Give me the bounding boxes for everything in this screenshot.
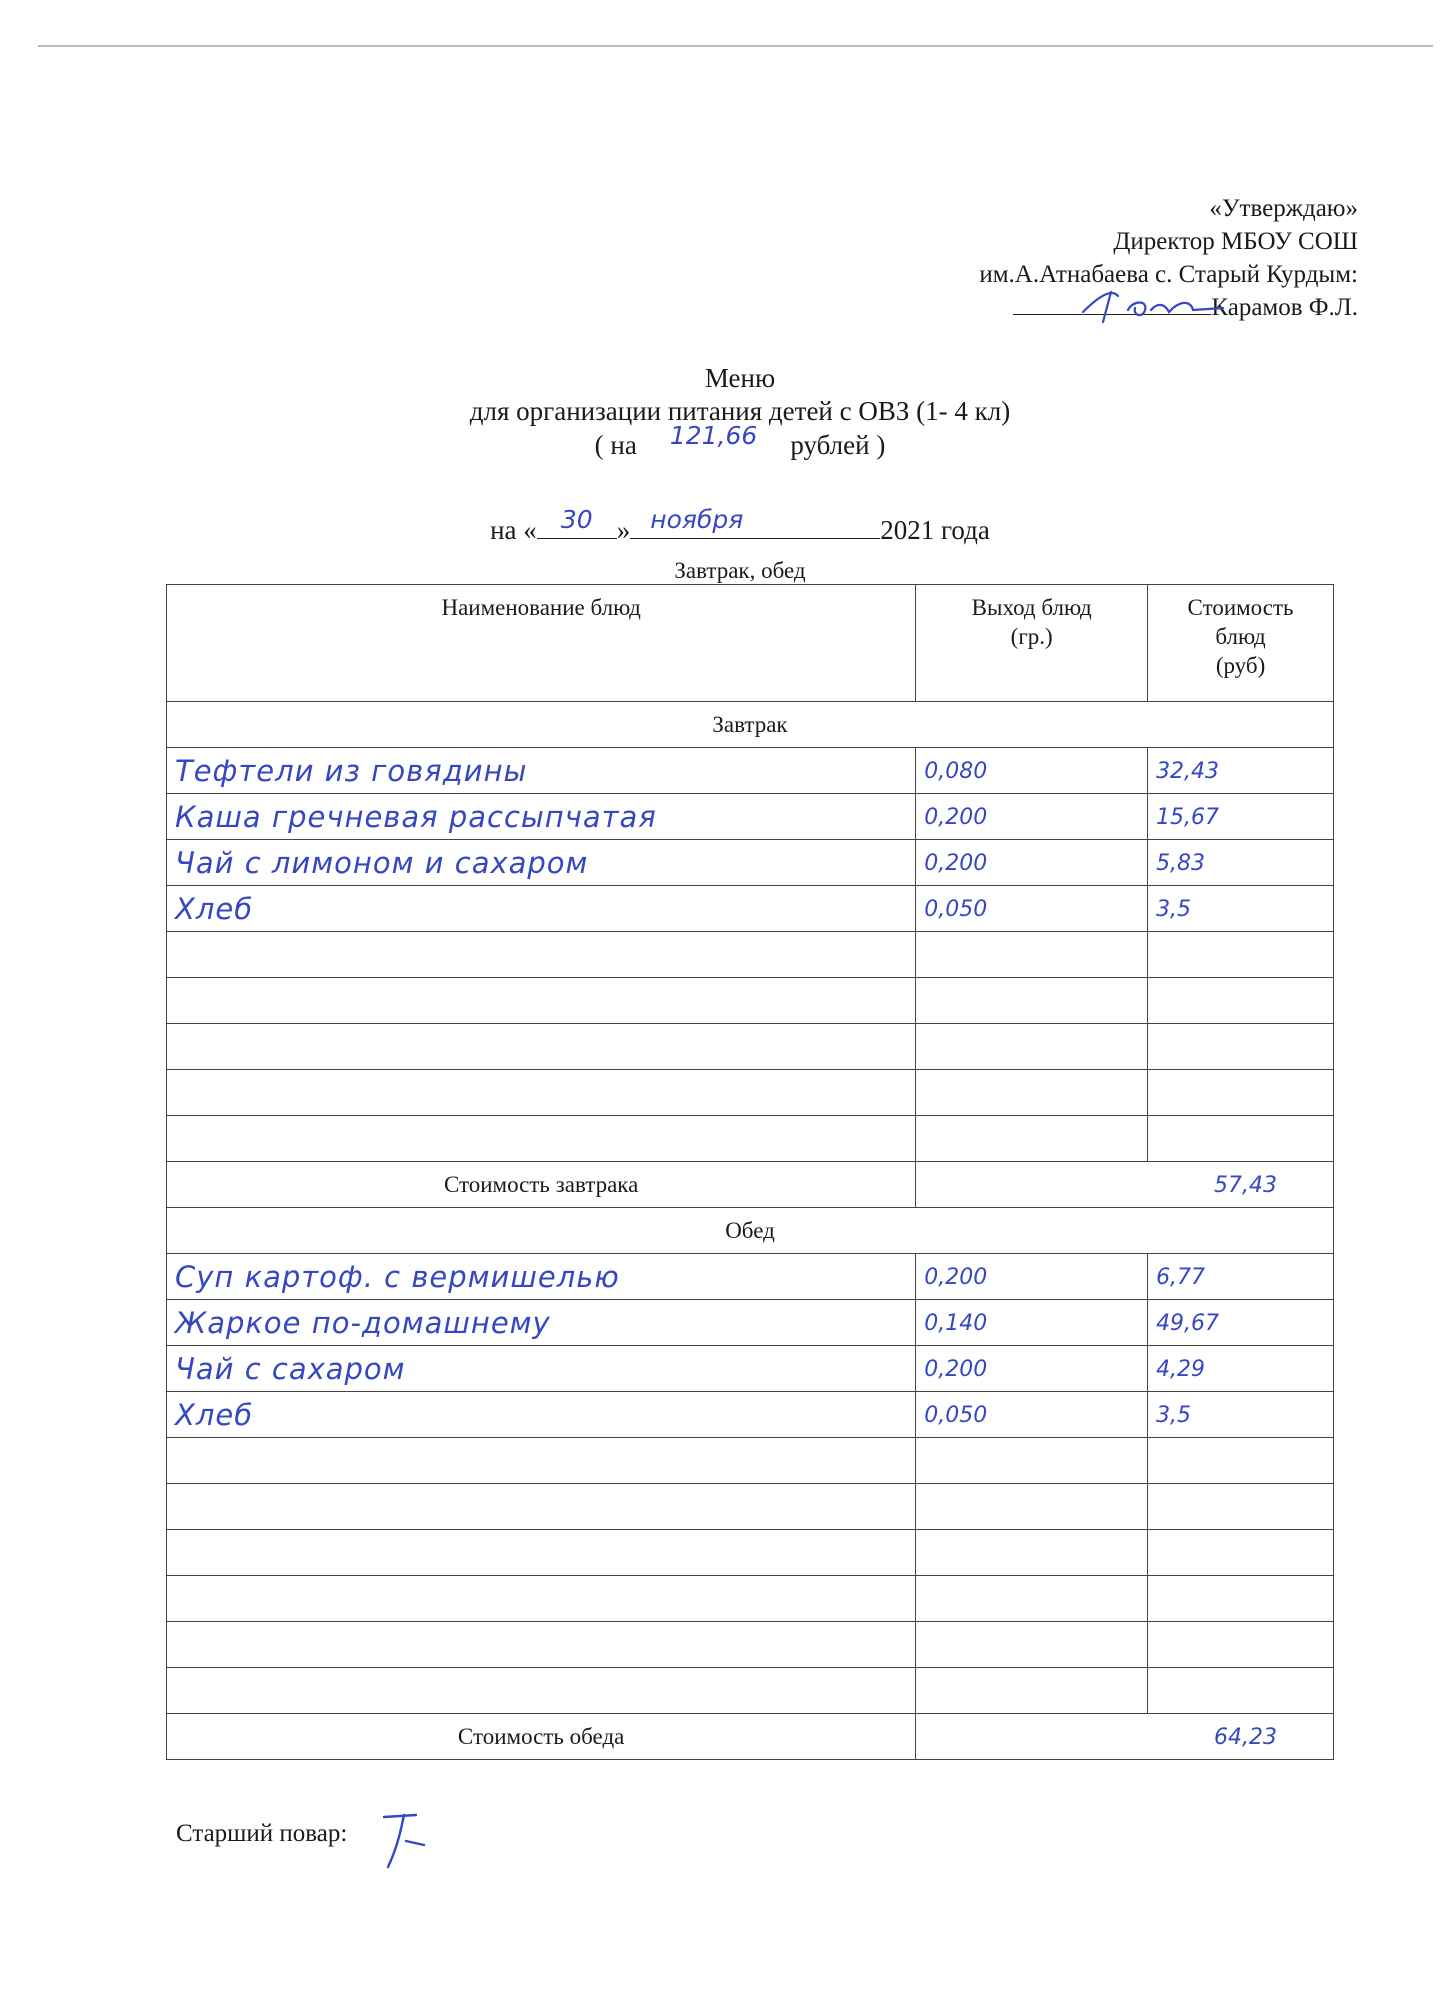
empty-row	[167, 1668, 1334, 1714]
month-field	[630, 505, 880, 539]
empty-row	[167, 1530, 1334, 1576]
meals-caption: Завтрак, обед	[674, 558, 806, 583]
dish-yield: 0,050	[924, 896, 988, 922]
empty-row	[167, 1070, 1334, 1116]
dish-cost: 49,67	[1156, 1310, 1220, 1336]
title-menu: Меню	[704, 363, 776, 393]
dish-yield: 0,200	[924, 1264, 988, 1290]
amount-prefix: ( на	[594, 430, 637, 460]
approval-heading: «Утверждаю»	[1209, 195, 1358, 222]
empty-row	[167, 1576, 1334, 1622]
breakfast-section-row	[167, 702, 1334, 748]
dish-yield: 0,200	[924, 804, 988, 830]
breakfast-total-row	[167, 1162, 1334, 1208]
table-header-row	[167, 585, 1334, 702]
empty-row	[167, 1622, 1334, 1668]
title-amount-row	[0, 421, 1454, 462]
header-cost: Стоимость блюд (руб)	[1148, 585, 1334, 702]
dish-cost: 3,5	[1156, 896, 1192, 922]
table-row	[167, 1300, 1334, 1346]
empty-row	[167, 1116, 1334, 1162]
breakfast-total-label: Стоимость завтрака	[167, 1162, 916, 1208]
lunch-section-label: Обед	[167, 1208, 1334, 1254]
title-purpose: для организации питания детей с ОВЗ (1- 4 кл)	[469, 396, 1011, 426]
director-signature-image	[1073, 282, 1233, 326]
table-row	[167, 1346, 1334, 1392]
table-row	[167, 840, 1334, 886]
dish-name: Хлеб	[175, 891, 254, 926]
date-row	[0, 505, 1454, 547]
dish-name: Жаркое по-домашнему	[175, 1305, 551, 1340]
dish-yield: 0,140	[924, 1310, 988, 1336]
table-row	[167, 1392, 1334, 1438]
lunch-section-row	[167, 1208, 1334, 1254]
amount-value: 121,66	[669, 421, 758, 450]
approval-block	[979, 192, 1358, 324]
month-value: ноября	[650, 505, 744, 534]
senior-cook-label: Старший повар:	[176, 1820, 348, 1847]
lunch-total-row	[167, 1714, 1334, 1760]
dish-cost: 15,67	[1156, 804, 1220, 830]
empty-row	[167, 1024, 1334, 1070]
dish-cost: 6,77	[1156, 1264, 1206, 1290]
cook-signature-image	[376, 1805, 436, 1875]
dish-cost: 5,83	[1156, 850, 1206, 876]
director-signature-blank	[1013, 294, 1211, 315]
table-row	[167, 794, 1334, 840]
dish-name: Суп картоф. с вермишелью	[175, 1259, 620, 1294]
amount-field	[644, 421, 784, 454]
approval-school: им.А.Атнабаева с. Старый Курдым:	[979, 261, 1358, 288]
dish-name: Каша гречневая рассыпчатая	[175, 799, 657, 834]
empty-row	[167, 1438, 1334, 1484]
menu-table	[166, 584, 1334, 1760]
dish-name: Чай с сахаром	[175, 1351, 406, 1386]
dish-cost: 4,29	[1156, 1356, 1206, 1382]
empty-row	[167, 1484, 1334, 1530]
day-value: 30	[560, 505, 593, 534]
lunch-total-value: 64,23	[1214, 1724, 1277, 1750]
table-row	[167, 886, 1334, 932]
table-row	[167, 1254, 1334, 1300]
approval-signature-line	[979, 291, 1358, 324]
dish-name: Тефтели из говядины	[175, 753, 528, 788]
date-prefix: на «	[490, 515, 537, 545]
lunch-total-label: Стоимость обеда	[167, 1714, 916, 1760]
document-title	[0, 362, 1454, 462]
director-name: Карамов Ф.Л.	[1211, 294, 1358, 321]
scan-edge-line	[38, 45, 1433, 47]
header-yield: Выход блюд (гр.)	[916, 585, 1148, 702]
table-row	[167, 748, 1334, 794]
amount-suffix: рублей )	[790, 430, 886, 460]
dish-name: Хлеб	[175, 1397, 254, 1432]
dish-cost: 32,43	[1156, 758, 1220, 784]
empty-row	[167, 978, 1334, 1024]
breakfast-total-value: 57,43	[1214, 1172, 1277, 1198]
day-field	[537, 505, 617, 539]
header-dish: Наименование блюд	[167, 585, 916, 702]
approval-position: Директор МБОУ СОШ	[1113, 228, 1358, 255]
empty-row	[167, 932, 1334, 978]
dish-yield: 0,200	[924, 850, 988, 876]
dish-yield: 0,050	[924, 1402, 988, 1428]
date-suffix: 2021 года	[880, 515, 990, 545]
date-mid: »	[616, 515, 631, 545]
breakfast-section-label: Завтрак	[167, 702, 1334, 748]
dish-yield: 0,080	[924, 758, 988, 784]
dish-cost: 3,5	[1156, 1402, 1192, 1428]
dish-yield: 0,200	[924, 1356, 988, 1382]
dish-name: Чай с лимоном и сахаром	[175, 845, 589, 880]
